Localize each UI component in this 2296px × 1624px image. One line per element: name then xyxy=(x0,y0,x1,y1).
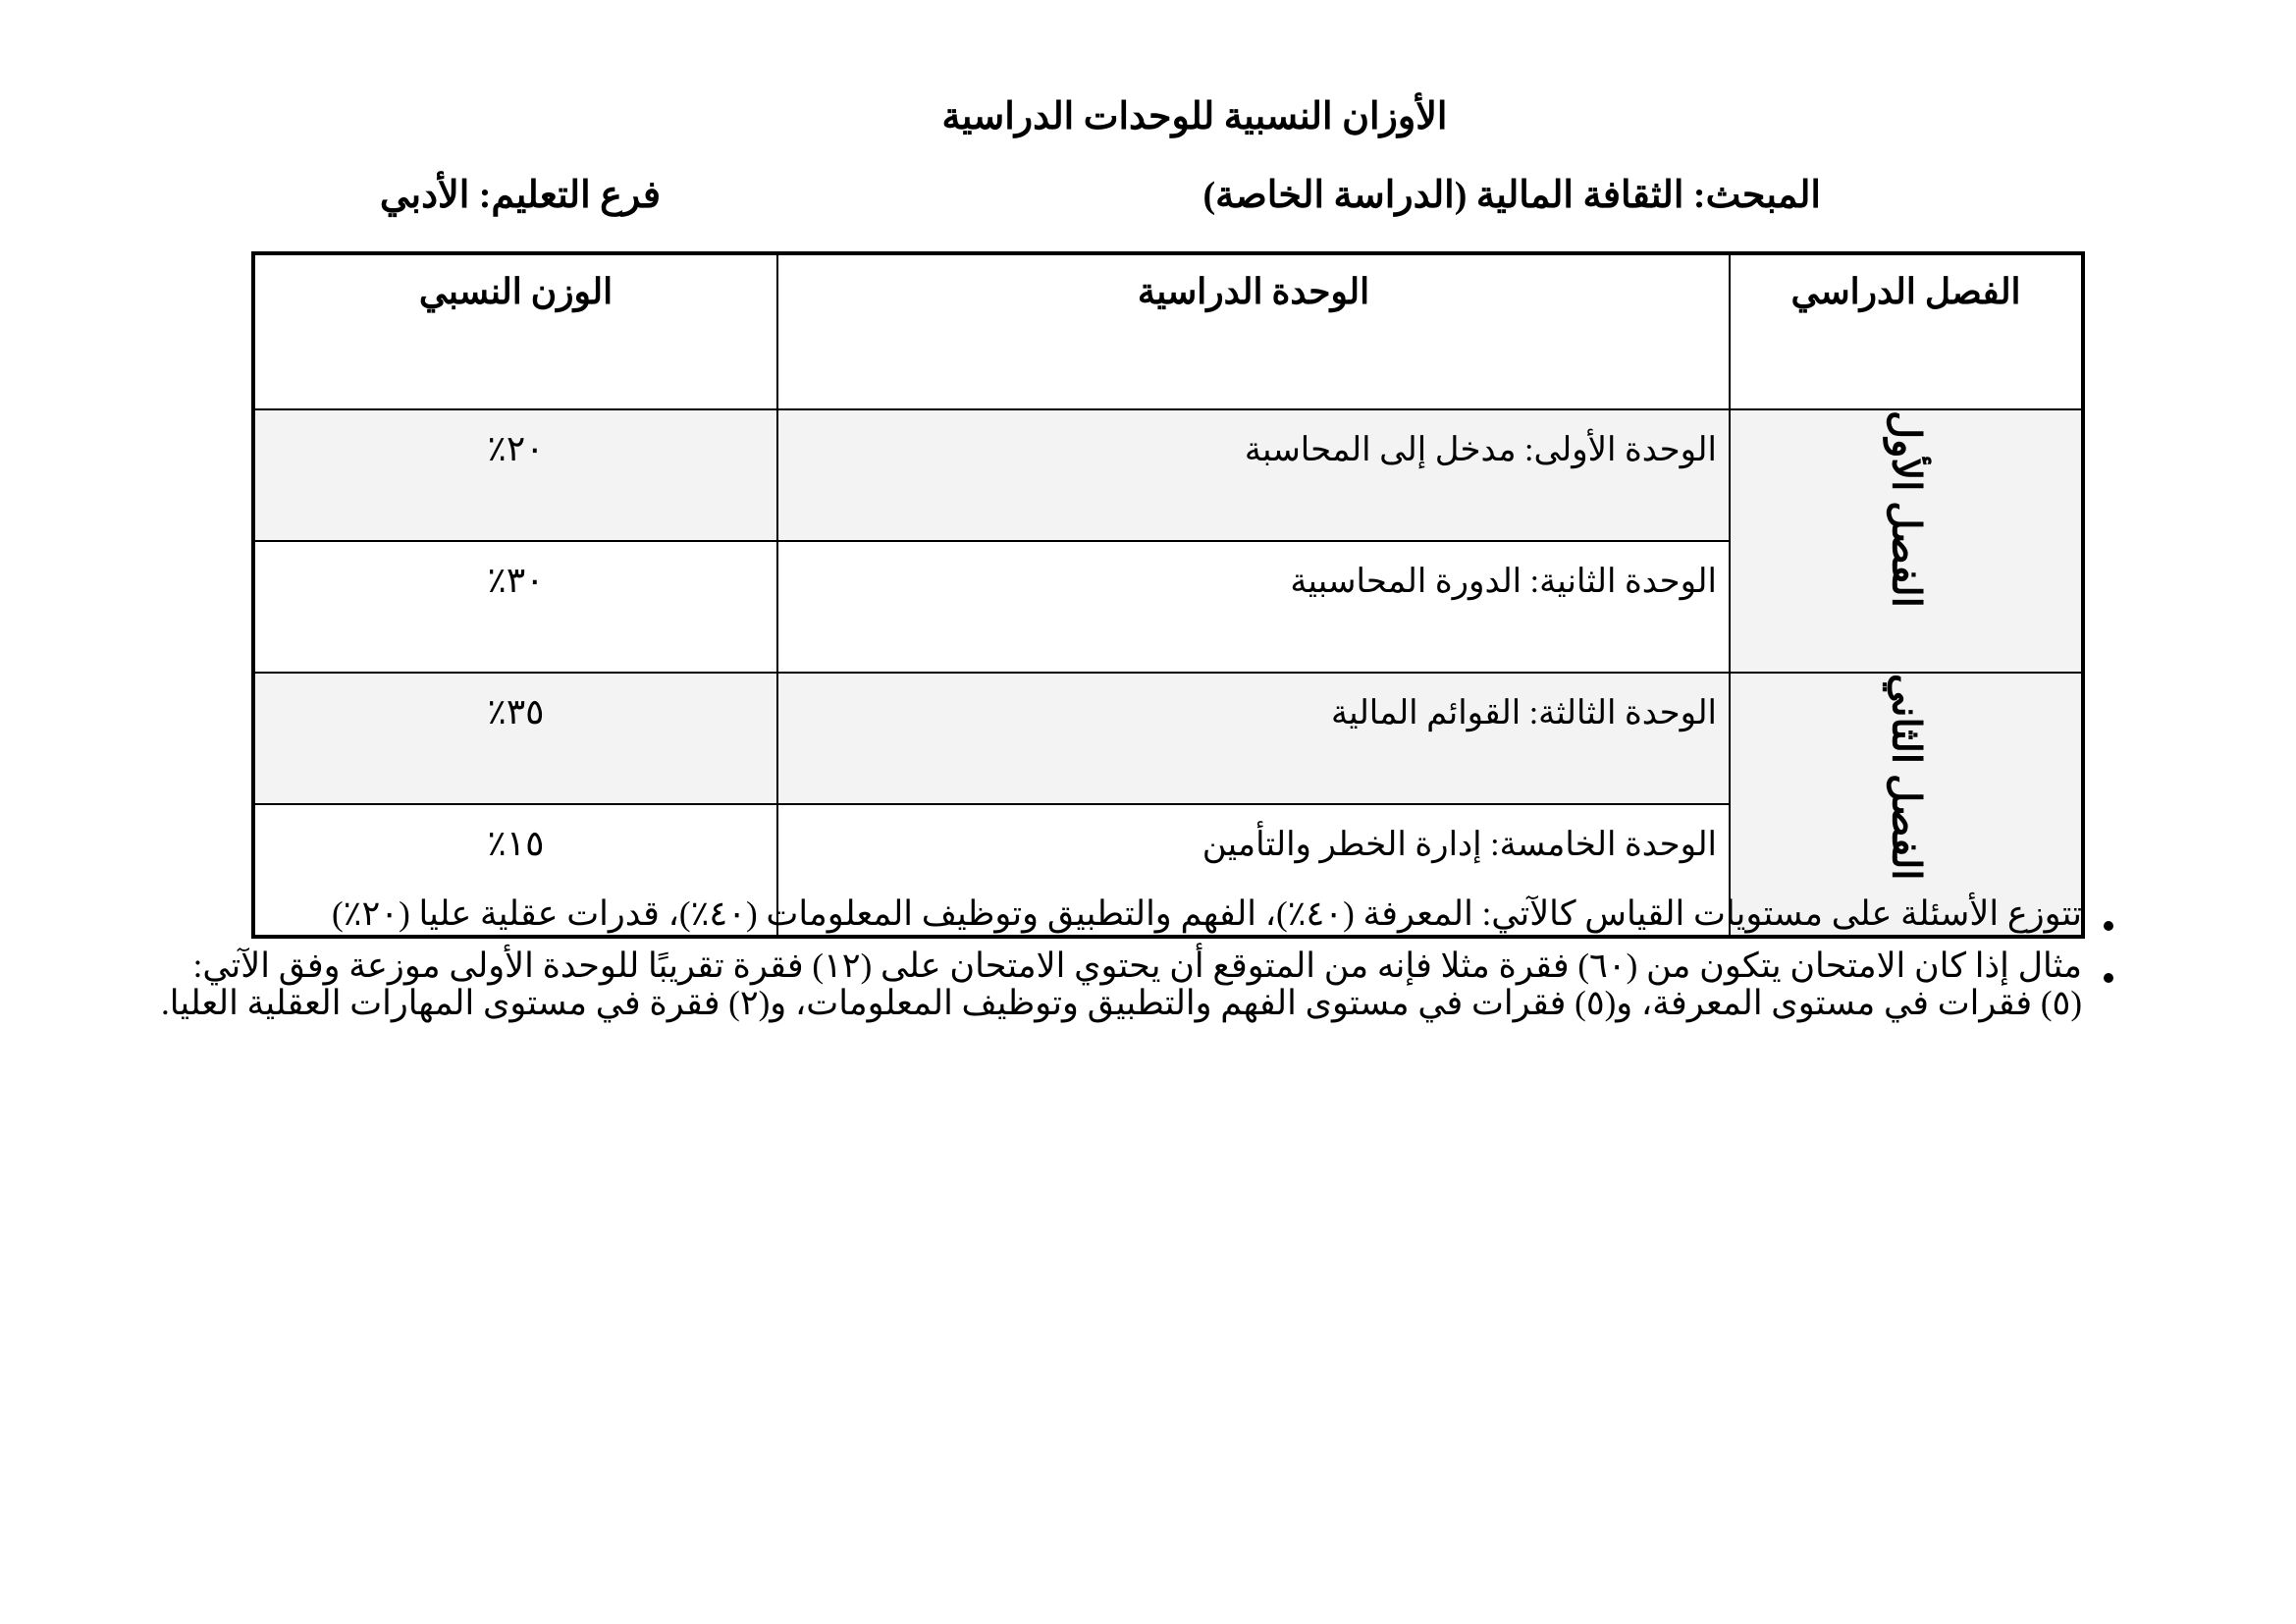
semester-cell xyxy=(1730,409,2083,673)
table-header-row xyxy=(253,253,2083,409)
header-unit: الوحدة الدراسية xyxy=(777,253,1730,409)
semester-label-second: الفصل الثاني xyxy=(1884,674,1929,881)
unit-cell: الوحدة الثانية: الدورة المحاسبية xyxy=(777,541,1730,673)
note-example-line1: مثال إذا كان الامتحان يتكون من (٦٠) فقرة مثلا فإنه من المتوقع أن يحتوي الامتحان على (١٢) فقرة تقريبًا للوحدة الأولى موزعة وفق الآتي: xyxy=(192,946,2082,985)
weight-cell: ٣٠٪ xyxy=(253,541,777,673)
weight-cell: ٢٠٪ xyxy=(253,409,777,541)
page-title: الأوزان النسبية للوحدات الدراسية xyxy=(941,96,1448,137)
branch-label: فرع التعليم: الأدبي xyxy=(379,175,661,216)
table-row xyxy=(253,673,2083,804)
header-semester: الفصل الدراسي xyxy=(1730,253,2083,409)
list-item xyxy=(150,895,2113,934)
notes-list xyxy=(150,895,2113,1037)
unit-cell: الوحدة الخامسة: إدارة الخطر والتأمين xyxy=(777,804,1730,937)
semester-label-first: الفصل الأول xyxy=(1884,410,1929,608)
header-weight: الوزن النسبي xyxy=(253,253,777,409)
table-row xyxy=(253,409,2083,541)
unit-cell: الوحدة الثالثة: القوائم المالية xyxy=(777,673,1730,804)
note-distribution: تتوزع الأسئلة على مستويات القياس كالآتي: المعرفة (٤٠٪)، الفهم والتطبيق وتوظيف المعلومات (٤٠٪)، قدرات عقلية عليا (٢٠٪) xyxy=(332,894,2082,933)
bullet-icon xyxy=(2104,921,2113,931)
weights-table xyxy=(251,251,2085,939)
note-example-line2: (٥) فقرات في مستوى المعرفة، و(٥) فقرات في مستوى الفهم والتطبيق وتوظيف المعلومات، و(٢) فقرة في مستوى المهارات العقلية العليا. xyxy=(160,984,2082,1022)
weight-cell: ٣٥٪ xyxy=(253,673,777,804)
unit-cell: الوحدة الأولى: مدخل إلى المحاسبة xyxy=(777,409,1730,541)
subject-label: المبحث: الثقافة المالية (الدراسة الخاصة) xyxy=(1202,175,1821,216)
weight-cell: ١٥٪ xyxy=(253,804,777,937)
list-item xyxy=(150,947,2113,1023)
bullet-icon xyxy=(2104,973,2113,983)
